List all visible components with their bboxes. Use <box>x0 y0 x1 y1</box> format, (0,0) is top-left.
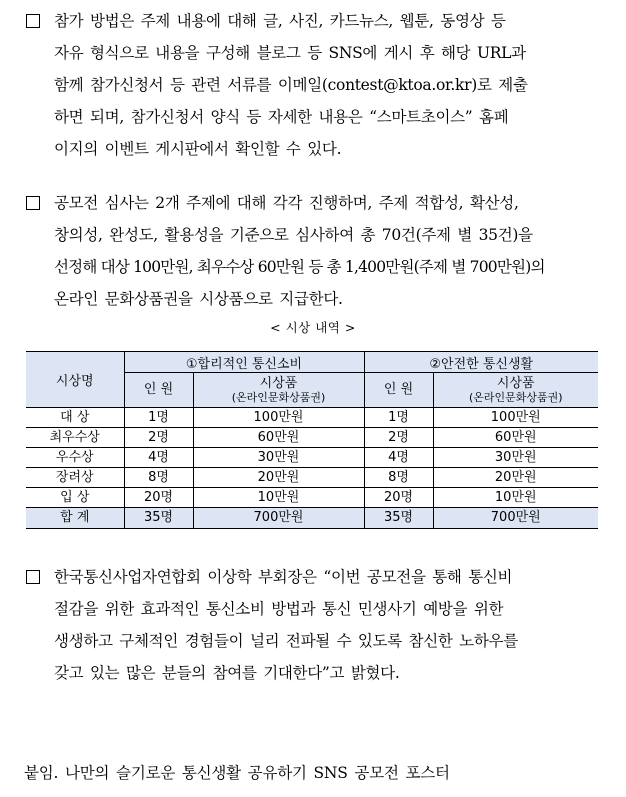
text-line: 공모전 심사는 2개 주제에 대해 각각 진행하며, 주제 적합성, 확산성, <box>54 194 519 212</box>
cell-count: 4명 <box>124 448 193 468</box>
cell-total-count: 35명 <box>124 508 193 529</box>
cell-count: 2명 <box>124 428 193 448</box>
paragraph-participation-method <box>26 5 606 165</box>
cell-prize: 60만원 <box>193 428 364 448</box>
checkbox-bullet-icon <box>26 14 40 28</box>
paragraph-text <box>54 187 606 315</box>
cell-count: 20명 <box>364 488 433 508</box>
text-line: 온라인 문화상품권을 시상품으로 지급한다. <box>54 290 343 308</box>
cell-prize: 30만원 <box>433 448 598 468</box>
header-prize-sub: (온라인문화상품권) <box>468 390 563 404</box>
cell-total-label: 합 계 <box>26 508 124 529</box>
cell-total-prize: 700만원 <box>433 508 598 529</box>
text-line: 자유 형식으로 내용을 구성해 블로그 등 SNS에 게시 후 해당 URL과 <box>54 44 526 62</box>
cell-prize: 100만원 <box>193 408 364 428</box>
checkbox-bullet-icon <box>26 570 40 584</box>
cell-total-prize: 700만원 <box>193 508 364 529</box>
checkbox-bullet-icon <box>26 196 40 210</box>
cell-prize: 60만원 <box>433 428 598 448</box>
text-line: 절감을 위한 효과적인 통신소비 방법과 통신 민생사기 예방을 위한 <box>54 600 504 618</box>
cell-prize: 30만원 <box>193 448 364 468</box>
header-theme1: ①합리적인 통신소비 <box>124 352 364 373</box>
text-line: 선정해 대상 100만원, 최우수상 60만원 등 총 1,400만원(주제 별 700만원)의 <box>54 258 545 276</box>
header-award-name: 시상명 <box>26 352 124 408</box>
cell-award-name: 대 상 <box>26 408 124 428</box>
cell-count: 20명 <box>124 488 193 508</box>
header-count: 인 원 <box>124 373 193 408</box>
paragraph-text <box>54 561 606 689</box>
header-prize-sub: (온라인문화상품권) <box>231 390 326 404</box>
header-count: 인 원 <box>364 373 433 408</box>
table-row <box>26 428 598 448</box>
cell-count: 4명 <box>364 448 433 468</box>
cell-count: 8명 <box>364 468 433 488</box>
text-line: 함께 참가신청서 등 관련 서류를 이메일(contest@ktoa.or.kr)로 제출 <box>54 76 528 94</box>
cell-award-name: 최우수상 <box>26 428 124 448</box>
awards-table <box>26 351 598 529</box>
table-row <box>26 488 598 508</box>
table-row <box>26 448 598 468</box>
cell-count: 1명 <box>124 408 193 428</box>
text-line: 한국통신사업자연합회 이상학 부회장은 “이번 공모전을 통해 통신비 <box>54 568 513 586</box>
cell-prize: 10만원 <box>193 488 364 508</box>
text-line: 이지의 이벤트 게시판에서 확인할 수 있다. <box>54 140 342 158</box>
cell-count: 1명 <box>364 408 433 428</box>
header-prize-label: 시상품 <box>496 375 535 391</box>
table-row <box>26 468 598 488</box>
text-line: 생생하고 구체적인 경험들이 널리 전파될 수 있도록 참신한 노하우를 <box>54 632 518 650</box>
paragraph-vice-chairman-quote <box>26 561 606 689</box>
cell-prize: 10만원 <box>433 488 598 508</box>
attachment-note: 붙임. 나만의 슬기로운 통신생활 공유하기 SNS 공모전 포스터 <box>24 764 450 782</box>
cell-award-name: 장려상 <box>26 468 124 488</box>
cell-award-name: 입 상 <box>26 488 124 508</box>
table-total-row <box>26 508 598 529</box>
header-prize <box>193 373 364 408</box>
paragraph-text <box>54 5 606 165</box>
header-theme2: ②안전한 통신생활 <box>364 352 598 373</box>
text-line: 참가 방법은 주제 내용에 대해 글, 사진, 카드뉴스, 웹툰, 동영상 등 <box>54 12 506 30</box>
text-line: 창의성, 완성도, 활용성을 기준으로 심사하여 총 70건(주제 별 35건)을 <box>54 226 533 244</box>
cell-count: 8명 <box>124 468 193 488</box>
table-row <box>26 408 598 428</box>
text-line: 하면 되며, 참가신청서 양식 등 자세한 내용은 “스마트초이스” 홈페 <box>54 108 509 126</box>
cell-award-name: 우수상 <box>26 448 124 468</box>
table-caption: < 시상 내역 > <box>270 320 356 335</box>
cell-total-count: 35명 <box>364 508 433 529</box>
cell-prize: 20만원 <box>193 468 364 488</box>
header-prize-label: 시상품 <box>259 375 298 391</box>
cell-count: 2명 <box>364 428 433 448</box>
header-prize <box>433 373 598 408</box>
paragraph-judging <box>26 187 606 315</box>
text-line: 갖고 있는 많은 분들의 참여를 기대한다”고 밝혔다. <box>54 664 400 682</box>
cell-prize: 20만원 <box>433 468 598 488</box>
cell-prize: 100만원 <box>433 408 598 428</box>
